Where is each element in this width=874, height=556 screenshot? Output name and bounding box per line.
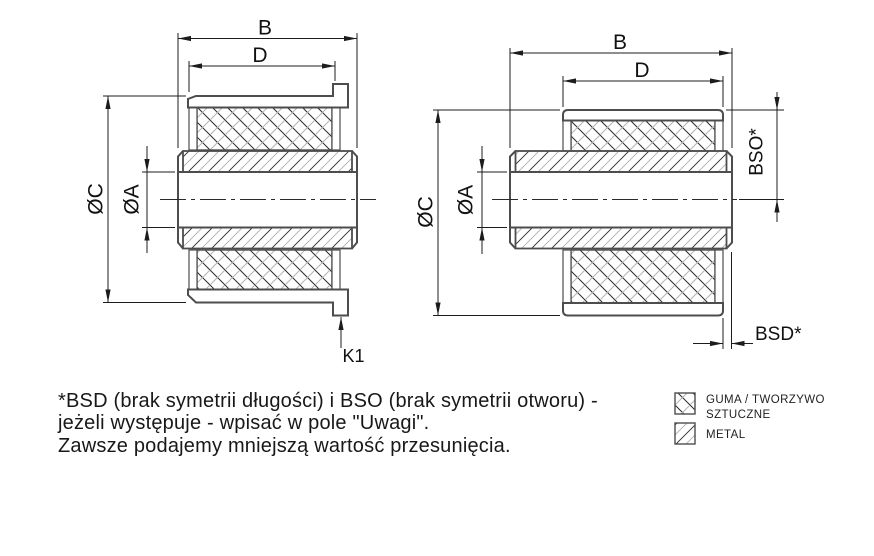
right-dim-B-label: B <box>612 31 628 54</box>
left-sleeve-edge-strip <box>189 250 197 290</box>
left-part <box>160 84 376 316</box>
left-dim-K1-label: K1 <box>342 346 365 366</box>
left-sleeve-edge-strip <box>189 108 197 151</box>
left-rubber-top <box>197 108 332 151</box>
rubber-hatch-swatch <box>675 393 695 414</box>
left-sleeve-edge-strip <box>332 250 340 290</box>
legend-rubber-label-line1: GUMA / TWORZYWO <box>706 394 825 406</box>
right-rubber-bottom <box>571 250 715 303</box>
left-dim-D-label: D <box>252 44 268 67</box>
material-legend <box>675 393 825 444</box>
left-outer-sleeve-bottom <box>188 290 348 316</box>
right-outer-sleeve-top <box>563 110 723 121</box>
right-view <box>415 31 803 349</box>
footnote-line-3: Zawsze podajemy mniejszą wartość przesunięcia. <box>58 434 511 457</box>
right-rubber-top <box>571 121 715 152</box>
left-dim-B-label: B <box>257 16 273 40</box>
left-rubber-bottom <box>197 250 332 290</box>
footnote-line-2: jeżeli występuje - wpisać w pole "Uwagi". <box>58 412 430 435</box>
right-sleeve-edge-strip <box>563 250 571 303</box>
legend-metal-label: METAL <box>706 429 746 441</box>
left-inner-sleeve-bottom <box>183 228 352 249</box>
footnote-line-1: *BSD (brak symetrii długości) i BSO (brak symetrii otworu) - <box>58 390 598 412</box>
right-sleeve-edge-strip <box>715 121 723 152</box>
right-sleeve-edge-strip <box>563 121 571 152</box>
left-dimensions <box>85 17 365 367</box>
footnote <box>58 390 598 457</box>
right-dim-D-label: D <box>634 59 650 82</box>
right-dim-A-label: ØA <box>454 184 478 216</box>
right-sleeve-edge-strip <box>715 250 723 303</box>
right-part <box>492 110 737 316</box>
left-inner-sleeve-top <box>183 151 352 172</box>
right-dim-BSD-label: BSD* <box>755 324 802 345</box>
right-inner-sleeve-bottom <box>516 228 727 249</box>
left-outer-sleeve-top <box>188 84 348 108</box>
metal-hatch-swatch <box>675 423 695 444</box>
left-sleeve-edge-strip <box>332 108 340 151</box>
right-dim-BSO-label: BSO* <box>746 128 768 176</box>
left-dim-C-label: ØC <box>84 183 108 215</box>
left-dim-A-label: ØA <box>120 184 144 215</box>
right-dim-C-label: ØC <box>414 196 438 228</box>
legend-rubber-label-line2: SZTUCZNE <box>706 409 771 421</box>
right-outer-sleeve-bottom <box>563 303 723 316</box>
right-inner-sleeve-top <box>516 151 727 172</box>
left-view <box>85 17 377 367</box>
